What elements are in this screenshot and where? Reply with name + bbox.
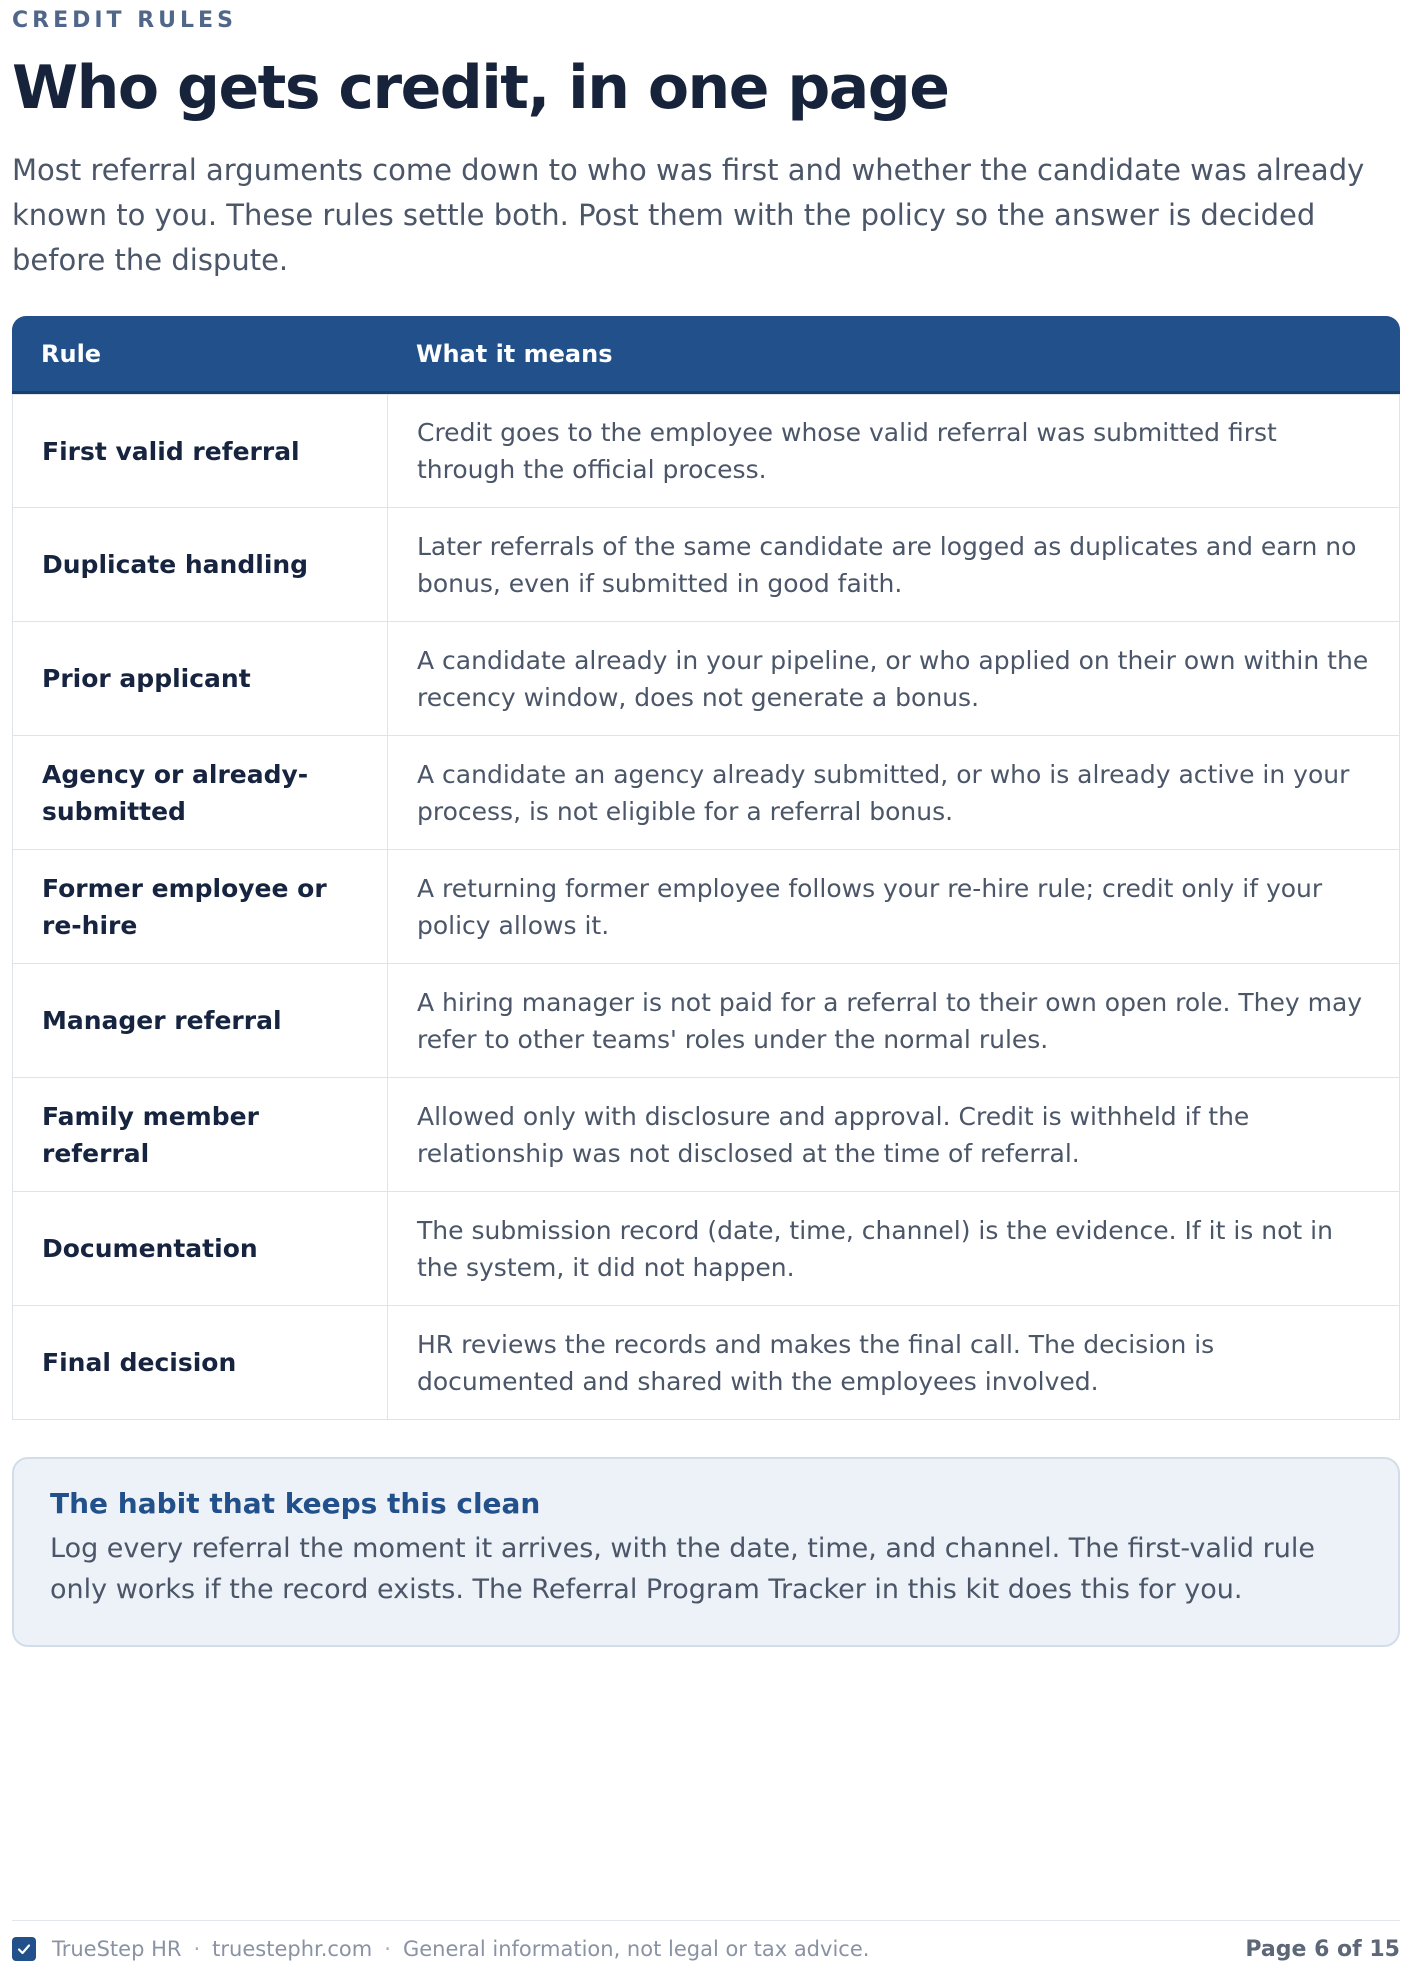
page-footer: TrueStep HR · truestephr.com · General information, not legal or tax advice. Page 6 of 15 [12,1934,1400,1964]
meaning-cell: A candidate already in your pipeline, or who applied on their own within the recency window, does not generate a bonus. [417,645,1369,712]
rule-cell: Manager referral [13,964,388,1077]
tip-callout [12,1457,1400,1647]
column-header-rule: Rule [41,339,102,368]
table-row [12,1306,1400,1420]
footer-brand: TrueStep HR [52,1937,182,1961]
rule-cell: Documentation [13,1192,388,1305]
rule-cell: Former employee or re-hire [13,850,388,963]
rule-cell: Prior applicant [13,622,388,735]
table-row [12,850,1400,964]
footer-disclaimer: General information, not legal or tax advice. [402,1937,870,1961]
meaning-cell: A candidate an agency already submitted, or who is already active in your process, is not eligible for a referral bonus. [417,759,1350,826]
rule-cell: Family member referral [13,1078,388,1191]
table-row [12,622,1400,736]
page-title: Who gets credit, in one page [12,53,949,123]
meaning-cell: A hiring manager is not paid for a referral to their own open role. They may refer to other teams' roles under the normal rules. [417,987,1363,1054]
checkbox-icon [12,1937,36,1961]
footer-url[interactable]: truestephr.com [212,1937,373,1961]
credit-rules-table [12,316,1400,1420]
footer-divider [12,1920,1400,1921]
rule-cell: Final decision [13,1306,388,1419]
page-number: Page 6 of 15 [1245,1936,1400,1962]
rule-cell: Agency or already-submitted [13,736,388,849]
intro-paragraph: Most referral arguments come down to who was first and whether the candidate was already known to you. These rules settle both. Post them with the policy so the answer is decided before the dispute. [12,153,1365,277]
meaning-cell: Credit goes to the employee whose valid referral was submitted first through the official process. [417,418,1277,484]
table-row [12,736,1400,850]
meaning-cell: Later referrals of the same candidate are logged as duplicates and earn no bonus, even if submitted in good faith. [417,531,1357,598]
meaning-cell: A returning former employee follows your re-hire rule; credit only if your policy allows it. [417,873,1323,940]
callout-body: Log every referral the moment it arrives, with the date, time, and channel. The first-valid rule only works if the record exists. The Referral Program Tracker in this kit does this for you. [50,1533,1315,1605]
table-row [12,1078,1400,1192]
meaning-cell: The submission record (date, time, channel) is the evidence. If it is not in the system, it did not happen. [417,1215,1333,1282]
table-row [12,964,1400,1078]
rule-cell: Duplicate handling [13,508,388,621]
column-header-meaning: What it means [416,339,613,368]
rule-cell: First valid referral [13,395,388,507]
meaning-cell: HR reviews the records and makes the final call. The decision is documented and shared with the employees involved. [417,1329,1215,1396]
callout-title: The habit that keeps this clean [50,1487,541,1520]
eyebrow: CREDIT RULES [12,8,237,33]
table-row [12,394,1400,508]
table-header [12,316,1400,394]
meaning-cell: Allowed only with disclosure and approval. Credit is withheld if the relationship was not disclosed at the time of referral. [417,1101,1250,1168]
table-row [12,1192,1400,1306]
table-row [12,508,1400,622]
